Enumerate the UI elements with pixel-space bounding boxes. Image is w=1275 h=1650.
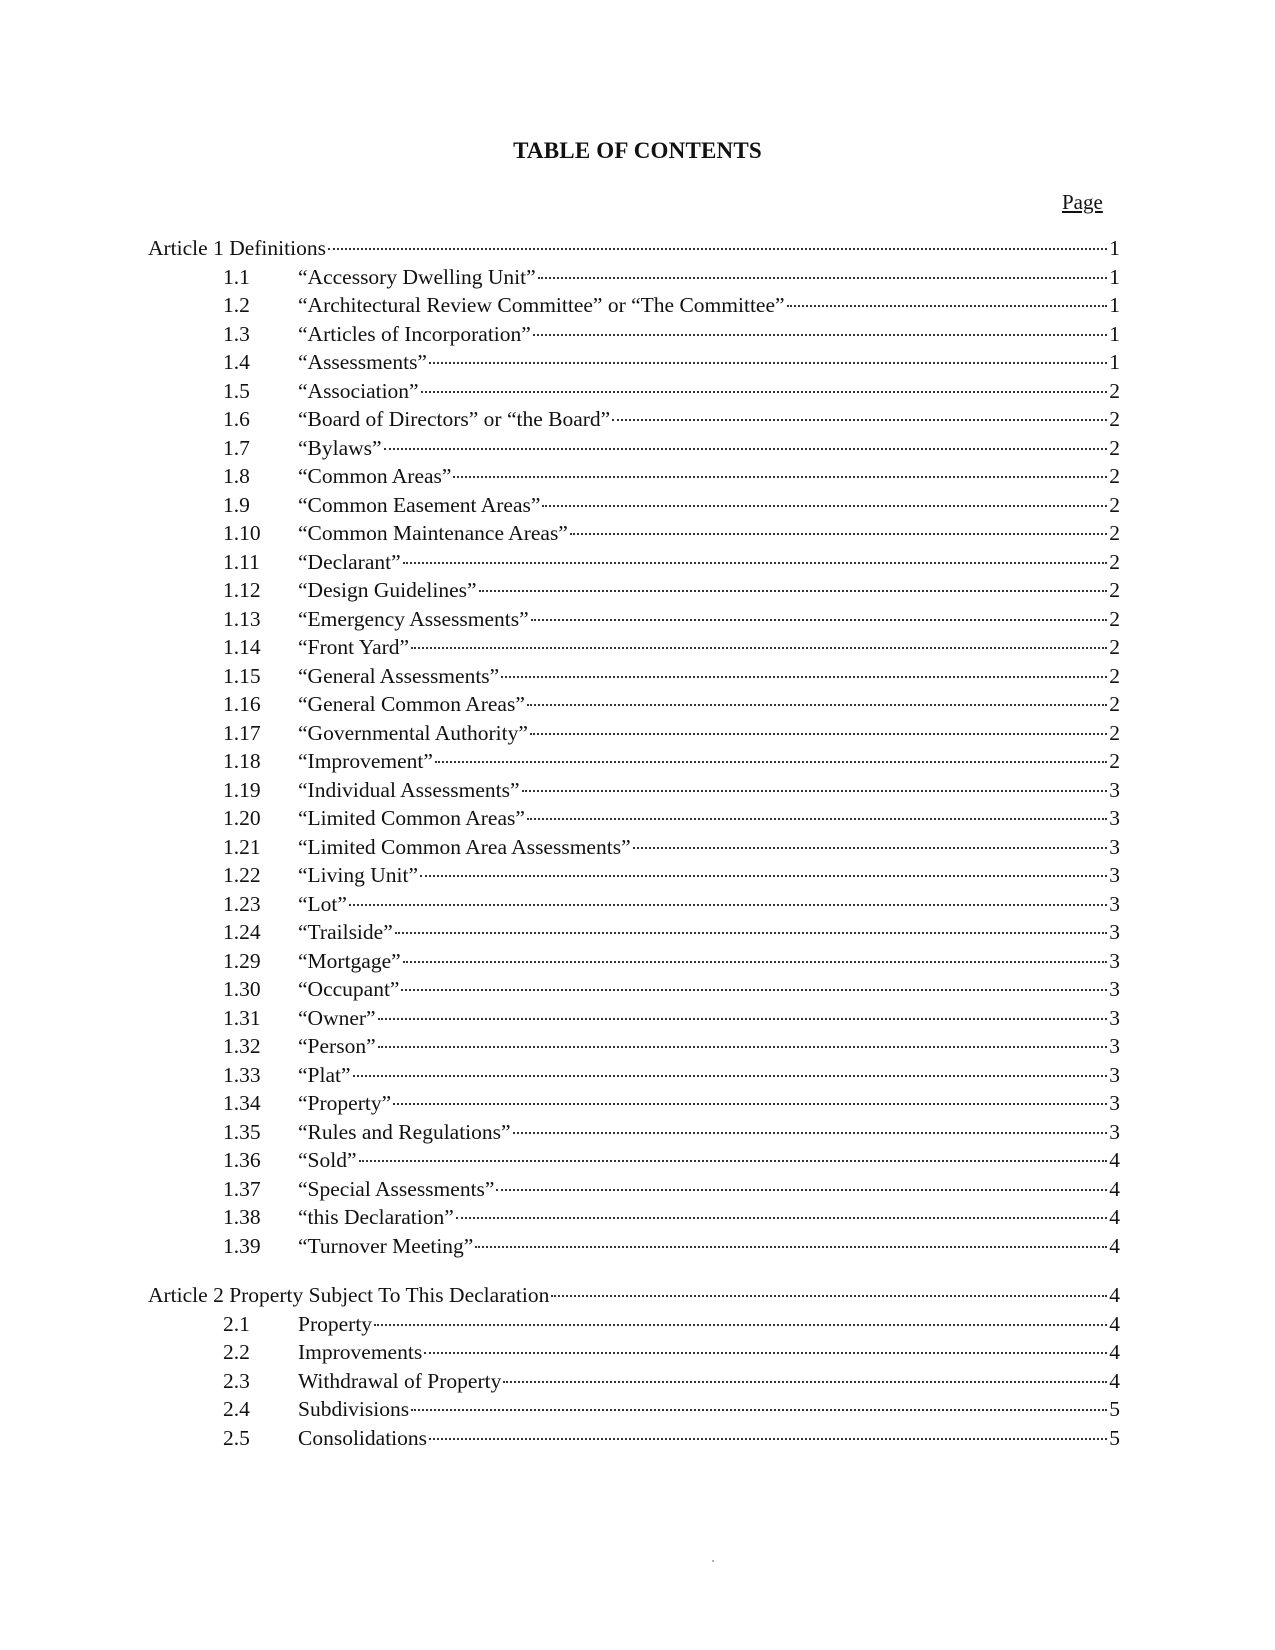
toc-page-number: 4 bbox=[1109, 1368, 1120, 1393]
toc-section-row[interactable] bbox=[223, 835, 1120, 863]
toc-section-row[interactable] bbox=[223, 1205, 1120, 1233]
toc-section-title: “Common Areas” bbox=[298, 464, 452, 488]
toc-page-number: 3 bbox=[1109, 863, 1120, 887]
dot-leader bbox=[401, 988, 1107, 991]
toc-section-title: “Declarant” bbox=[298, 549, 401, 574]
toc-section-number: 2.5 bbox=[223, 1425, 250, 1450]
toc-section-row[interactable] bbox=[223, 635, 1120, 663]
toc-page-number: 5 bbox=[1109, 1397, 1120, 1421]
toc-page-number: 3 bbox=[1109, 777, 1120, 802]
toc-section-row[interactable] bbox=[223, 1091, 1120, 1119]
toc-section-number: 1.33 bbox=[223, 1062, 261, 1087]
toc-section-row[interactable] bbox=[223, 920, 1120, 948]
dot-leader bbox=[527, 703, 1107, 706]
toc-section-number: 1.18 bbox=[223, 749, 261, 773]
toc-section-number: 2.3 bbox=[223, 1368, 250, 1393]
toc-section-title: “Property” bbox=[298, 1091, 392, 1115]
toc-page-number: 2 bbox=[1109, 435, 1120, 460]
toc-section-row[interactable] bbox=[223, 1006, 1120, 1034]
toc-section-row[interactable] bbox=[223, 721, 1120, 749]
dot-leader bbox=[384, 447, 1108, 450]
toc-section-title: Withdrawal of Property bbox=[298, 1368, 502, 1393]
toc-page-number: 4 bbox=[1109, 1340, 1120, 1364]
dot-leader bbox=[393, 1102, 1107, 1105]
toc-page-number: 3 bbox=[1109, 806, 1120, 830]
toc-section-row[interactable] bbox=[223, 949, 1120, 977]
toc-section-number: 1.1 bbox=[223, 264, 250, 289]
toc-section-row[interactable] bbox=[223, 1397, 1120, 1425]
toc-section-number: 1.34 bbox=[223, 1091, 261, 1115]
toc-section-title: “Limited Common Area Assessments” bbox=[298, 834, 631, 859]
toc-section-row[interactable] bbox=[223, 407, 1120, 435]
toc-page-number: 2 bbox=[1109, 578, 1120, 602]
toc-section-number: 1.19 bbox=[223, 777, 261, 802]
toc-section-number: 1.13 bbox=[223, 606, 261, 631]
toc-page-number: 1 bbox=[1109, 350, 1120, 374]
toc-page-number: 4 bbox=[1109, 1148, 1120, 1172]
toc-section-row[interactable] bbox=[223, 749, 1120, 777]
toc-section-number: 1.7 bbox=[223, 435, 250, 460]
toc-section-number: 1.30 bbox=[223, 977, 261, 1001]
toc-section-number: 2.4 bbox=[223, 1397, 250, 1421]
toc-section-row[interactable] bbox=[223, 464, 1120, 492]
toc-section-number: 1.15 bbox=[223, 663, 261, 688]
toc-section-row[interactable] bbox=[223, 1340, 1120, 1368]
toc-section-number: 1.32 bbox=[223, 1034, 261, 1058]
toc-section-row[interactable] bbox=[223, 1063, 1120, 1091]
toc-page-number: 1 bbox=[1109, 293, 1120, 317]
toc-page-number: 4 bbox=[1109, 1283, 1120, 1307]
toc-section-title: “General Common Areas” bbox=[298, 692, 525, 716]
toc-section-title: “Common Easement Areas” bbox=[298, 492, 541, 517]
toc-section-title: Property bbox=[298, 1311, 373, 1336]
toc-page-number: 1 bbox=[1109, 264, 1120, 289]
dot-leader bbox=[538, 276, 1108, 279]
toc-section-row[interactable] bbox=[223, 863, 1120, 891]
page-column-label: Page bbox=[1062, 190, 1103, 214]
toc-section-title: “Design Guidelines” bbox=[298, 578, 477, 602]
dot-leader bbox=[421, 390, 1108, 393]
toc-article-row[interactable] bbox=[148, 1283, 1120, 1311]
toc-section-number: 1.8 bbox=[223, 464, 250, 488]
toc-page-number: 3 bbox=[1109, 1091, 1120, 1115]
dot-leader bbox=[531, 618, 1108, 621]
toc-section-row[interactable] bbox=[223, 521, 1120, 549]
dot-leader bbox=[359, 1159, 1108, 1162]
toc-section-row[interactable] bbox=[223, 493, 1120, 521]
toc-section-row[interactable] bbox=[223, 664, 1120, 692]
toc-section-title: “Occupant” bbox=[298, 977, 400, 1001]
toc-page-number: 4 bbox=[1109, 1205, 1120, 1229]
dot-leader bbox=[403, 960, 1108, 963]
toc-page-number: 3 bbox=[1109, 948, 1120, 973]
toc-article-row[interactable] bbox=[148, 236, 1120, 264]
dot-leader bbox=[456, 1216, 1107, 1219]
dot-leader bbox=[475, 1245, 1107, 1248]
toc-section-title: “Association” bbox=[298, 378, 419, 403]
toc-section-row[interactable] bbox=[223, 778, 1120, 806]
toc-section-number: 1.17 bbox=[223, 720, 261, 745]
toc-section-title: “Board of Directors” or “the Board” bbox=[298, 407, 611, 431]
dot-leader bbox=[633, 846, 1108, 849]
toc-section-title: “Living Unit” bbox=[298, 863, 419, 887]
toc-section-row[interactable] bbox=[223, 1034, 1120, 1062]
toc-section-title: Improvements bbox=[298, 1340, 423, 1364]
toc-section-title: “General Assessments” bbox=[298, 663, 500, 688]
toc-section-row[interactable] bbox=[223, 550, 1120, 578]
toc-section-row[interactable] bbox=[223, 607, 1120, 635]
toc-section-number: 1.20 bbox=[223, 806, 261, 830]
toc-section-number: 1.21 bbox=[223, 834, 261, 859]
toc-section-number: 1.4 bbox=[223, 350, 250, 374]
toc-page-number: 4 bbox=[1109, 1176, 1120, 1201]
toc-page-number: 3 bbox=[1109, 834, 1120, 859]
toc-article-title: Article 2 Property Subject To This Declaration bbox=[148, 1283, 550, 1307]
toc-section-row[interactable] bbox=[223, 692, 1120, 720]
dot-leader bbox=[424, 1351, 1107, 1354]
toc-section-number: 1.12 bbox=[223, 578, 261, 602]
toc-page-number: 2 bbox=[1109, 521, 1120, 545]
dot-leader bbox=[527, 817, 1107, 820]
dot-leader bbox=[453, 475, 1107, 478]
toc-section-row[interactable] bbox=[223, 977, 1120, 1005]
toc-section-row[interactable] bbox=[223, 379, 1120, 407]
toc-page-number: 3 bbox=[1109, 977, 1120, 1001]
toc-section-title: “Individual Assessments” bbox=[298, 777, 520, 802]
toc-section-row[interactable] bbox=[223, 1426, 1120, 1454]
toc-section-number: 1.35 bbox=[223, 1119, 261, 1144]
toc-page-number: 2 bbox=[1109, 606, 1120, 631]
toc-section-title: “Common Maintenance Areas” bbox=[298, 521, 568, 545]
toc-article-title: Article 1 Definitions bbox=[148, 236, 326, 260]
toc-page-number: 2 bbox=[1109, 635, 1120, 659]
toc-section-number: 1.36 bbox=[223, 1148, 261, 1172]
toc-section-number: 1.22 bbox=[223, 863, 261, 887]
toc-section-title: “Owner” bbox=[298, 1005, 376, 1030]
toc-section-title: “Rules and Regulations” bbox=[298, 1119, 511, 1144]
toc-section-row[interactable] bbox=[223, 1148, 1120, 1176]
toc-section-row[interactable] bbox=[223, 436, 1120, 464]
toc-section-row[interactable] bbox=[223, 806, 1120, 834]
toc-section-number: 1.9 bbox=[223, 492, 250, 517]
toc-page-number: 3 bbox=[1109, 891, 1120, 916]
toc-section-title: “Articles of Incorporation” bbox=[298, 321, 531, 346]
toc-section-number: 1.3 bbox=[223, 321, 250, 346]
toc-page-number: 3 bbox=[1109, 1062, 1120, 1087]
toc-page-number: 3 bbox=[1109, 1034, 1120, 1058]
toc-section-title: Subdivisions bbox=[298, 1397, 410, 1421]
toc-section-title: “Trailside” bbox=[298, 920, 393, 944]
dot-leader bbox=[513, 1131, 1108, 1134]
dot-leader bbox=[435, 760, 1107, 763]
toc-section-row[interactable] bbox=[223, 578, 1120, 606]
toc-section-number: 1.39 bbox=[223, 1233, 261, 1258]
toc-section-number: 1.37 bbox=[223, 1176, 261, 1201]
toc-page-number: 2 bbox=[1109, 378, 1120, 403]
dot-leader bbox=[395, 931, 1108, 934]
toc-section-row[interactable] bbox=[223, 1177, 1120, 1205]
toc-section-number: 2.1 bbox=[223, 1311, 250, 1336]
toc-page-number: 1 bbox=[1109, 321, 1120, 346]
toc-page-number: 3 bbox=[1109, 1005, 1120, 1030]
toc-section-title: “Emergency Assessments” bbox=[298, 606, 529, 631]
toc-section-title: “Limited Common Areas” bbox=[298, 806, 525, 830]
toc-page-number: 2 bbox=[1109, 692, 1120, 716]
dot-leader bbox=[551, 1294, 1107, 1297]
dot-leader bbox=[353, 1074, 1108, 1077]
toc-section-number: 1.24 bbox=[223, 920, 261, 944]
toc-section-title: “Accessory Dwelling Unit” bbox=[298, 264, 536, 289]
scan-speck bbox=[712, 1560, 714, 1562]
dot-leader bbox=[570, 532, 1107, 535]
dot-leader bbox=[530, 732, 1107, 735]
toc-section-title: “Front Yard” bbox=[298, 635, 410, 659]
dot-leader bbox=[612, 418, 1107, 421]
toc-section-number: 1.38 bbox=[223, 1205, 261, 1229]
toc-section-number: 1.5 bbox=[223, 378, 250, 403]
dot-leader bbox=[787, 304, 1108, 307]
dot-leader bbox=[501, 675, 1107, 678]
toc-page-number: 2 bbox=[1109, 549, 1120, 574]
toc-section-row[interactable] bbox=[223, 1234, 1120, 1262]
dot-leader bbox=[411, 646, 1107, 649]
toc-page-number: 3 bbox=[1109, 1119, 1120, 1144]
dot-leader bbox=[374, 1323, 1107, 1326]
toc-page-number: 4 bbox=[1109, 1233, 1120, 1258]
toc-section-number: 1.16 bbox=[223, 692, 261, 716]
toc-page-number: 2 bbox=[1109, 720, 1120, 745]
toc-section-number: 1.2 bbox=[223, 293, 250, 317]
toc-page-number: 2 bbox=[1109, 749, 1120, 773]
toc-section-number: 1.31 bbox=[223, 1005, 261, 1030]
toc-section-row[interactable] bbox=[223, 322, 1120, 350]
toc-section-title: “this Declaration” bbox=[298, 1205, 454, 1229]
toc-section-title: “Lot” bbox=[298, 891, 347, 916]
dot-leader bbox=[429, 361, 1107, 364]
toc-section-title: “Governmental Authority” bbox=[298, 720, 528, 745]
toc-section-title: Consolidations bbox=[298, 1425, 428, 1450]
dot-leader bbox=[420, 874, 1107, 877]
toc-section-row[interactable] bbox=[223, 293, 1120, 321]
toc-section-title: “Person” bbox=[298, 1034, 376, 1058]
toc-section-row[interactable] bbox=[223, 1312, 1120, 1340]
dot-leader bbox=[496, 1188, 1107, 1191]
toc-page-number: 5 bbox=[1109, 1425, 1120, 1450]
dot-leader bbox=[403, 561, 1108, 564]
toc-section-number: 1.10 bbox=[223, 521, 261, 545]
toc-section-title: “Turnover Meeting” bbox=[298, 1233, 474, 1258]
dot-leader bbox=[522, 789, 1108, 792]
toc-section-title: “Special Assessments” bbox=[298, 1176, 495, 1201]
dot-leader bbox=[479, 589, 1108, 592]
toc-section-row[interactable] bbox=[223, 1369, 1120, 1397]
dot-leader bbox=[349, 903, 1107, 906]
toc-section-number: 1.29 bbox=[223, 948, 261, 973]
toc-section-row[interactable] bbox=[223, 350, 1120, 378]
toc-section-number: 1.23 bbox=[223, 891, 261, 916]
toc-section-row[interactable] bbox=[223, 265, 1120, 293]
toc-section-number: 2.2 bbox=[223, 1340, 250, 1364]
toc-section-title: “Bylaws” bbox=[298, 435, 382, 460]
page-title: TABLE OF CONTENTS bbox=[513, 138, 762, 163]
toc-section-title: “Architectural Review Committee” or “The Committee” bbox=[298, 293, 785, 317]
toc-section-title: “Plat” bbox=[298, 1062, 351, 1087]
toc-section-title: “Improvement” bbox=[298, 749, 433, 773]
toc-page-number: 1 bbox=[1109, 236, 1120, 260]
toc-section-row[interactable] bbox=[223, 1120, 1120, 1148]
toc-page-number: 2 bbox=[1109, 663, 1120, 688]
toc-section-number: 1.14 bbox=[223, 635, 261, 659]
toc-section-row[interactable] bbox=[223, 892, 1120, 920]
dot-leader bbox=[378, 1017, 1108, 1020]
toc-section-number: 1.6 bbox=[223, 407, 250, 431]
toc-page-number: 2 bbox=[1109, 407, 1120, 431]
toc-page-number: 4 bbox=[1109, 1311, 1120, 1336]
dot-leader bbox=[533, 333, 1107, 336]
toc-page-number: 2 bbox=[1109, 464, 1120, 488]
toc-page-number: 3 bbox=[1109, 920, 1120, 944]
dot-leader bbox=[503, 1380, 1107, 1383]
dot-leader bbox=[542, 504, 1107, 507]
toc-page-number: 2 bbox=[1109, 492, 1120, 517]
dot-leader bbox=[411, 1408, 1107, 1411]
dot-leader bbox=[378, 1045, 1108, 1048]
toc-section-title: “Assessments” bbox=[298, 350, 427, 374]
toc-section-title: “Mortgage” bbox=[298, 948, 401, 973]
dot-leader bbox=[429, 1437, 1107, 1440]
toc-section-title: “Sold” bbox=[298, 1148, 357, 1172]
toc-section-number: 1.11 bbox=[223, 549, 260, 574]
dot-leader bbox=[328, 247, 1107, 250]
